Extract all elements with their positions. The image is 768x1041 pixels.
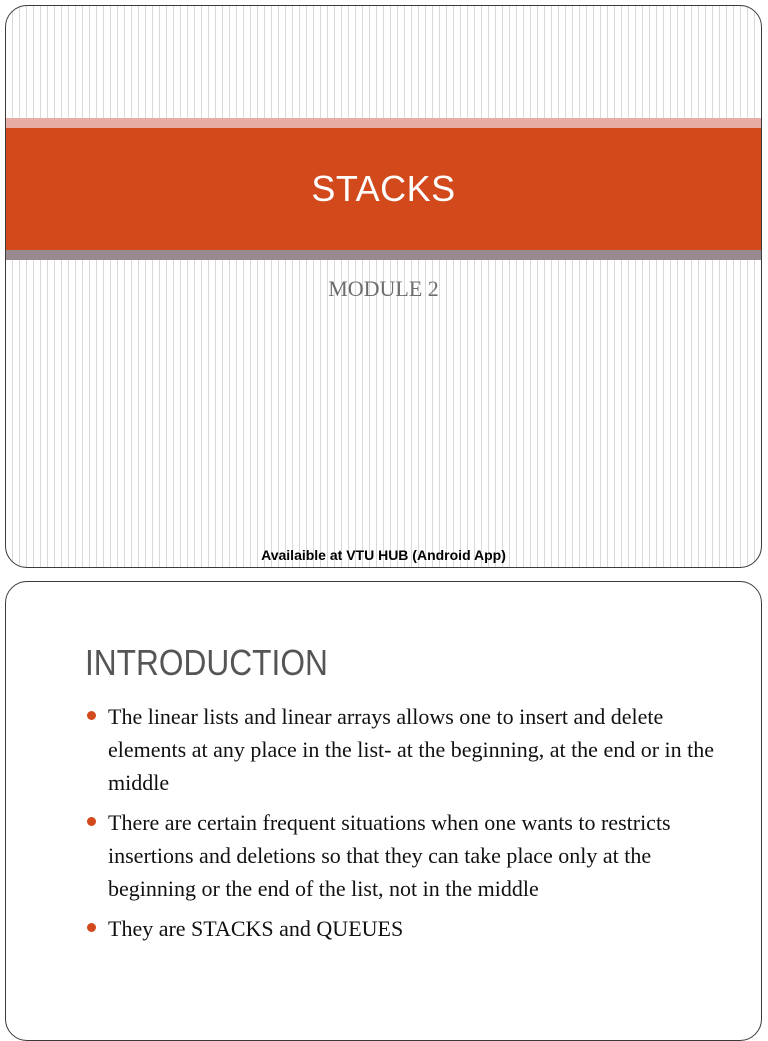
bullet-list <box>84 700 724 952</box>
bullet-text: The linear lists and linear arrays allows one to insert and delete elements at any place in the list- at the beginning, at the end or in the middle <box>108 704 715 795</box>
slide-heading: INTRODUCTION <box>85 642 328 683</box>
bullet-text: They are STACKS and QUEUES <box>108 916 404 941</box>
footer-note: Availaible at VTU HUB (Android App) <box>261 547 506 563</box>
bullet-icon <box>87 711 96 720</box>
accent-band-bottom <box>6 250 761 260</box>
title-band <box>6 128 761 250</box>
slide-title: STACKS <box>311 168 456 209</box>
bullet-icon <box>87 923 96 932</box>
content-slide <box>5 581 762 1041</box>
list-item <box>84 700 724 799</box>
bullet-text: There are certain frequent situations when one wants to restricts insertions and deletions so that they can take place only at the beginning or the end of the list, not in the middle <box>108 810 671 901</box>
slide-subtitle: MODULE 2 <box>328 276 439 301</box>
bullet-icon <box>87 817 96 826</box>
title-slide <box>5 5 762 568</box>
list-item <box>84 806 724 905</box>
accent-band-top <box>6 118 761 128</box>
list-item <box>84 912 724 945</box>
